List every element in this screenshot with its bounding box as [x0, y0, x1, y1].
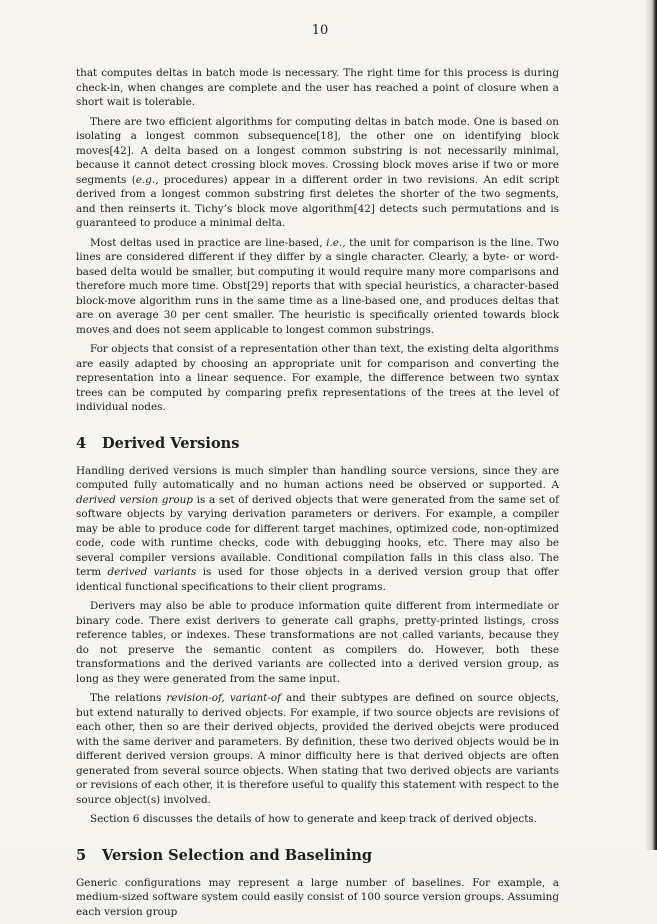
text-run: Handling derived versions is much simpler than handling source versions, since they are computed fully automatically and no human actions need be observed or supported. A	[76, 464, 559, 491]
text-run: and their subtypes are defined on source objects, but extend naturally to derived objects. For example, if two source objects are revisions of each other, then so are their derived objects, provided the derived obejcts were produced with the same deriver and parameters. By definition, these two derived objects would be in different derived version groups. A minor difficulty here is that derived objects are often generated from several source objects. When stating that two derived objects are variants or revisions of each other, it is therefore useful to qualify this statement with respect to the source object(s) involved.	[76, 692, 560, 806]
page-number: 10	[311, 23, 329, 38]
italic-term: i.e.,	[326, 236, 346, 249]
paragraph-9: Generic configurations may represent a large number of baselines. For example, a medium-sized software system could easily consist of 100 source version groups. Assuming each version group	[76, 876, 559, 918]
paragraph-4: For objects that consist of a representation other than text, the existing delta algorithms are easily adapted by choosing an appropriate unit for comparison and converting the representation into a linear sequence. For example, the difference between two syntax trees can be computed by comparing prefix representations of the trees at the level of individual nodes.	[76, 343, 559, 413]
text-run: There are two efficient algorithms for computing deltas in batch mode. One is based on isolating a longest common subsequence[18], the other one on identifying block moves[42]. A delta based on a longest common substring is not necessarily minimal, because it cannot detect crossing block moves. Crossing block moves arise if two or more segments (	[76, 115, 559, 186]
text-run: is used for those objects in a derived version group that offer identical functional specifications to their client programs.	[76, 566, 559, 593]
italic-term: derived version group	[76, 493, 193, 506]
text-run: is a set of derived objects that were generated from the same set of software objects by varying derivation parameters or derivers. For example, a compiler may be able to produce code for different target machines, optimized code, non-optimized code, code with runtime checks, code with debugging hooks, etc. There may also be several compiler versions available. Conditional compilation falls in this class also. The term	[76, 493, 559, 578]
section-number: 4	[76, 434, 87, 452]
text-run: procedures) appear in a different order in two revisions. An edit script derived from a longest common substring first deletes the shorter of the two segments, and then reinserts it. Tichy’s block move algorithm[42] detects such permutations and is guaranteed to produce a minimal delta.	[76, 173, 559, 229]
paragraph-6: Derivers may also be able to produce information quite different from intermediate or binary code. There exist derivers to generate call graphs, pretty-printed listings, cross reference tables, or indexes. These transformations are not called variants, because they do not preserve the semantic content as compilers do. However, both these transformations and the derived variants are collected into a derived version group, as long as they were generated from the same input.	[76, 600, 559, 685]
paragraph-8: Section 6 discusses the details of how to generate and keep track of derived objects.	[90, 813, 538, 825]
text-run: The relations	[90, 692, 167, 704]
section-title: Version Selection and Baselining	[102, 846, 373, 864]
paragraph-7	[76, 691, 559, 807]
text-run: Most deltas used in practice are line-based,	[90, 236, 327, 249]
section-4-heading	[76, 435, 559, 452]
italic-term: revision-of, variant-of	[166, 692, 281, 704]
section-5-heading	[76, 847, 559, 864]
page-edge-shadow	[645, 0, 657, 850]
paragraph-2	[76, 115, 559, 231]
section-title: Derived Versions	[102, 434, 240, 452]
paragraph-3	[76, 236, 559, 338]
paragraph-5	[76, 464, 559, 595]
page-body	[76, 66, 559, 924]
italic-term: derived variants	[107, 566, 197, 578]
italic-term: e.g.,	[135, 173, 159, 186]
section-number: 5	[76, 846, 87, 864]
text-run: the unit for comparison is the line. Two lines are considered different if they differ by a single character. Clearly, a byte- or word-based delta would be smaller, but computing it would require many more comparisons and therefore much more time. Obst[29] reports that with special heuristics, a character-based block-move algorithm runs in the same time as a line-based one, and produces deltas that are on average 30 per cent smaller. The heuristic is specifically oriented towards block moves and does not seem applicable to longest common substrings.	[76, 236, 559, 336]
paragraph-1: that computes deltas in batch mode is necessary. The right time for this process is during check-in, when changes are complete and the user has reached a point of closure when a short wait is tolerable.	[76, 67, 559, 108]
